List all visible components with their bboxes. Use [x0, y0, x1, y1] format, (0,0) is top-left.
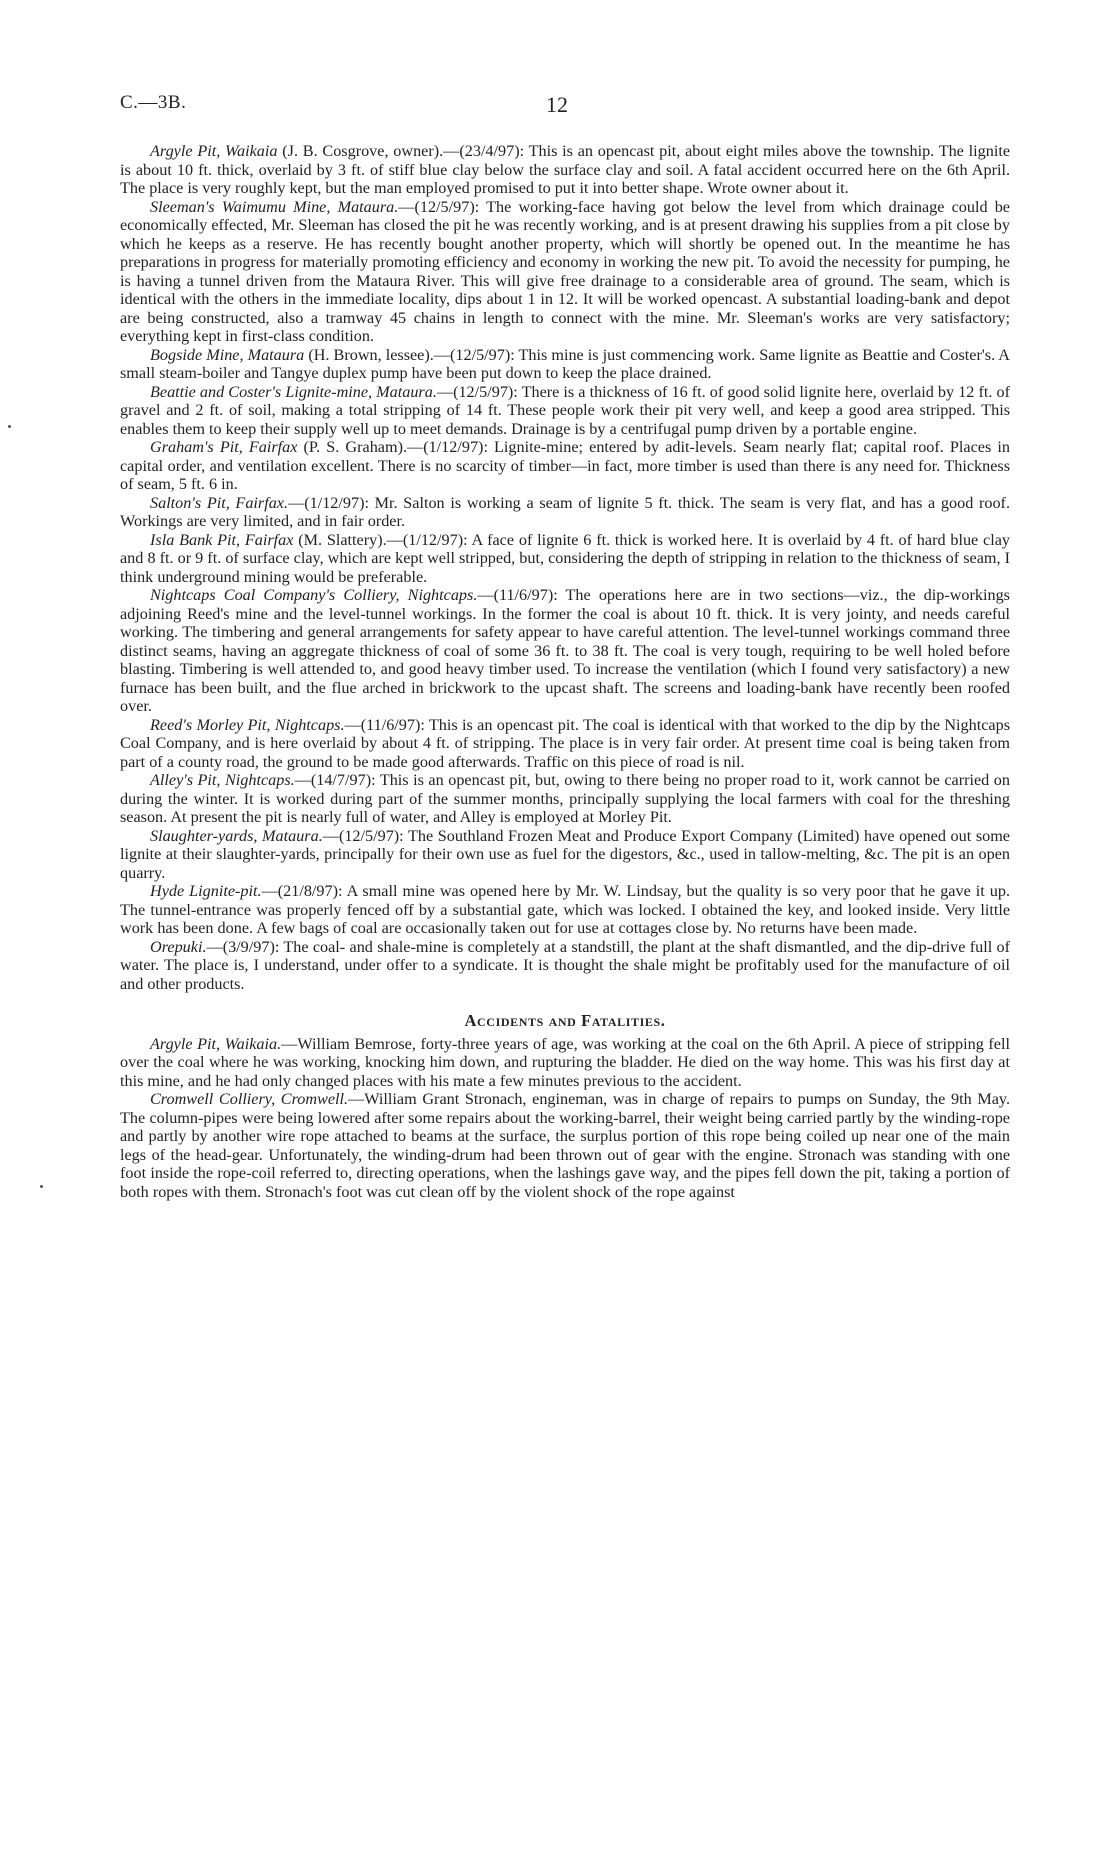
paragraph-lead: Sleeman's Waimumu Mine, Mataura. — [150, 197, 399, 216]
paragraph-text: —(1/12/97): Mr. Salton is working a seam of lignite 5 ft. thick. The seam is very flat, and has a good roof. Workings are very limited, and in fair order. — [120, 493, 1010, 530]
report-paragraph — [120, 771, 1010, 827]
paragraph-lead: Alley's Pit, Nightcaps. — [150, 771, 295, 789]
paragraph-text: —William Bemrose, forty-three years of age, was working at the coal on the 6th April. A piece of stripping fell over the coal where he was working, knocking him down, and rupturing the bladder. He died on the way home. This was his first day at this mine, and he had only changed places with his mate a few minutes previous to the accident. — [120, 1034, 1010, 1090]
paragraph-text: —(11/6/97): This is an opencast pit. The coal is identical with that worked to the dip by the Nightcaps Coal Company, and is here overlaid by about 4 ft. of stripping. The place is in very fair order. At present time coal is being taken from part of a county road, the ground to be made good afterwards. Traffic on this piece of road is nil. — [120, 715, 1010, 771]
accident-paragraph — [120, 1090, 1010, 1201]
paragraph-lead: Cromwell Colliery, Cromwell. — [150, 1090, 349, 1108]
report-paragraph — [120, 586, 1010, 716]
paragraph-text: —(3/9/97): The coal- and shale-mine is completely at a standstill, the plant at the shaft dismantled, and the dip-drive full of water. The place is, I understand, under offer to a syndicate. It is thought the shale might be profitably used for the manufacture of oil and other products. — [120, 937, 1010, 993]
page-number: 12 — [546, 92, 568, 117]
paragraph-lead: Argyle Pit, Waikaia — [150, 142, 278, 160]
paragraph-text: (H. Brown, lessee).—(12/5/97): This mine is just commencing work. Same lignite as Beattie and Coster's. A small steam-boiler and Tangye duplex pump have been put down to keep the place drained. — [120, 345, 1010, 382]
paragraph-lead: Salton's Pit, Fairfax. — [150, 493, 289, 512]
section-heading: Accidents and Fatalities. — [464, 1011, 666, 1030]
report-paragraph — [120, 494, 1010, 531]
running-head — [120, 92, 994, 122]
margin-speck — [40, 1185, 43, 1188]
paragraph-lead: Graham's Pit, Fairfax — [150, 438, 298, 456]
accident-paragraph — [120, 1035, 1010, 1091]
paragraph-text: —(14/7/97): This is an opencast pit, but, owing to there being no proper road to it, work cannot be carried on during the winter. It is worked during part of the summer months, principally supplying the local farmers with coal for the threshing season. At present the pit is nearly full of water, and Alley is employed at Morley Pit. — [120, 771, 1010, 826]
paragraph-text: —William Grant Stronach, engineman, was in charge of repairs to pumps on Sunday, the 9th May. The column-pipes were being lowered after some repairs about the working-barrel, their weight being carried partly by the winding-rope and partly by another wire rope attached to beams at the surface, the surplus portion of this rope being coiled up near one of the main legs of the head-gear. Unfortunately, the winding-drum had been thrown out of gear with the engine. Stronach was standing with one foot inside the rope-coil referred to, directing operations, when the lashings gave way, and the pipes fell down the pit, taking a portion of both ropes with them. Stronach's foot was cut clean off by the violent shock of the rope against — [120, 1090, 1011, 1201]
report-paragraph — [120, 938, 1010, 994]
report-paragraph — [120, 142, 1010, 198]
paragraph-lead: Nightcaps Coal Company's Colliery, Nightcaps. — [150, 586, 478, 604]
document-reference: C.—3B. — [120, 92, 187, 113]
body-text — [120, 142, 1010, 1201]
paragraph-text: —(12/5/97): The Southland Frozen Meat and Produce Export Company (Limited) have opened out some lignite at their slaughter-yards, principally for their own use as fuel for the digestors, &c., used in tallow-melting, &c. The pit is an open quarry. — [120, 826, 1010, 882]
paragraph-lead: Argyle Pit, Waikaia. — [150, 1034, 282, 1053]
margin-speck — [8, 425, 11, 428]
report-paragraph — [120, 531, 1010, 587]
report-paragraph — [120, 438, 1010, 494]
paragraph-text: —(12/5/97): There is a thickness of 16 ft. of good solid lignite here, overlaid by 12 ft. of gravel and 2 ft. of soil, making a total stripping of 14 ft. These people work their pit very well, and keep a good area stripped. This enables them to keep their supply well up to meet demands. Drainage is by a centrifugal pump driven by a portable engine. — [120, 382, 1010, 438]
paragraph-lead: Reed's Morley Pit, Nightcaps. — [150, 715, 345, 734]
paragraph-lead: Orepuki. — [150, 937, 207, 956]
report-paragraph — [120, 198, 1010, 346]
report-paragraph — [120, 882, 1010, 938]
report-paragraph — [120, 827, 1010, 883]
paragraph-text: —(21/8/97): A small mine was opened here by Mr. W. Lindsay, but the quality is so very poor that he gave it up. The tunnel-entrance was properly fenced off by a substantial gate, which was locked. I obtained the key, and looked inside. Very little work has been done. A few bags of coal are occasionally taken out for use at cottages close by. No returns have been made. — [120, 882, 1010, 937]
paragraph-lead: Beattie and Coster's Lignite-mine, Mataura. — [150, 382, 437, 401]
paragraph-lead: Hyde Lignite-pit. — [150, 882, 262, 900]
paragraph-text: (P. S. Graham).—(1/12/97): Lignite-mine; entered by adit-levels. Seam nearly flat; capital roof. Places in capital order, and ventilation excellent. There is no scarcity of timber—in fact, more timber is used than there is any need for. Thickness of seam, 5 ft. 6 in. — [120, 438, 1010, 493]
paragraph-lead: Isla Bank Pit, Fairfax — [150, 530, 294, 549]
paragraph-text: —(11/6/97): The operations here are in two sections—viz., the dip-workings adjoining Reed's mine and the level-tunnel workings. In the former the coal is about 10 ft. thick. It is very jointy, and needs careful working. The timbering and general arrangements for safety appear to have careful attention. The level-tunnel workings command three distinct seams, having an aggregate thickness of coal of some 36 ft. to 38 ft. The coal is very tough, requiring to be well holed before blasting. Timbering is well attended to, and good heavy timber used. To increase the ventilation (which I found very satisfactory) a new furnace has been built, and the flue arched in brickwork to the upcast shaft. The screens and loading-bank have recently been roofed over. — [120, 586, 1010, 715]
report-paragraph — [120, 716, 1010, 772]
paragraph-text: (J. B. Cosgrove, owner).—(23/4/97): This is an opencast pit, about eight miles above the township. The lignite is about 10 ft. thick, overlaid by 3 ft. of stiff blue clay below the surface clay and soil. A fatal accident occurred here on the 6th April. The place is very roughly kept, but the man employed promised to put it into better shape. Wrote owner about it. — [120, 142, 1011, 197]
report-paragraph — [120, 346, 1010, 383]
paragraph-lead: Bogside Mine, Mataura — [150, 345, 305, 364]
paragraph-text: —(12/5/97): The working-face having got below the level from which drainage could be economically effected, Mr. Sleeman has closed the pit he was recently working, and is at present drawing his supplies from a pit close by which he keeps as a reserve. He has recently bought another property, which will shortly be opened out. In the meantime he has preparations in progress for materially promoting efficiency and economy in working the new pit. To avoid the necessity for pumping, he is having a tunnel driven from the Mataura River. This will give free drainage to a considerable area of ground. The seam, which is identical with the others in the immediate locality, dips about 1 in 12. It will be worked opencast. A substantial loading-bank and depot are being constructed, also a tramway 45 chains in length to connect with the mine. Mr. Sleeman's works are very satisfactory; everything kept in first-class condition. — [120, 197, 1010, 345]
paragraph-lead: Slaughter-yards, Mataura. — [150, 826, 323, 845]
paragraph-text: (M. Slattery).—(1/12/97): A face of lignite 6 ft. thick is worked here. It is overlaid by 4 ft. of hard blue clay and 8 ft. or 9 ft. of surface clay, which are kept well stripped, but, considering the depth of stripping in relation to the thickness of seam, I think underground mining would be preferable. — [120, 530, 1010, 586]
report-paragraph — [120, 383, 1010, 439]
